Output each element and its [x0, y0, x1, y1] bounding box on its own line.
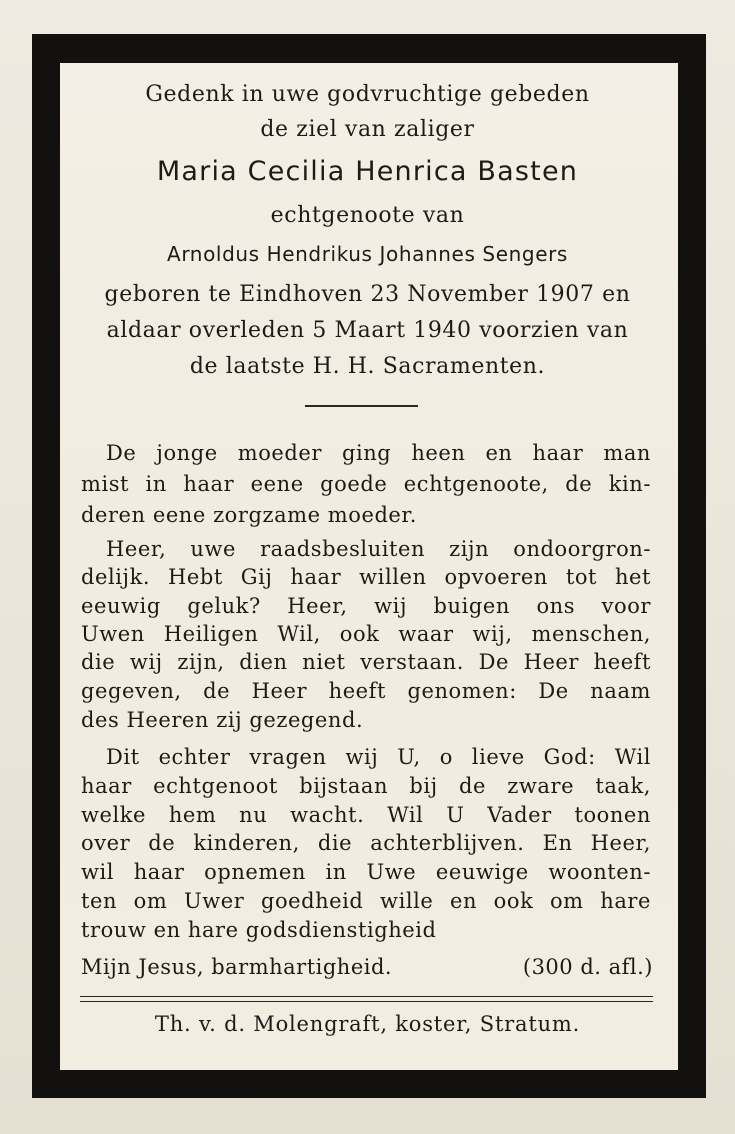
paragraph-line: De jonge moeder ging heen en haar man	[106, 441, 651, 465]
paragraph-line: Dit echter vragen wij U, o lieve God: Wil	[106, 745, 651, 769]
footer-double-rule	[80, 996, 653, 1002]
paragraph-line: ten om Uwer goedheid wille en ook om hare	[81, 889, 651, 913]
birth-line: geboren te Eindhoven 23 November 1907 en	[104, 282, 631, 307]
prayer-row	[81, 955, 653, 979]
paragraph-line: eeuwig geluk? Heer, wij buigen ons voor	[81, 594, 651, 618]
intro-line-2: de ziel van zaliger	[260, 117, 475, 142]
paragraph-line: over de kinderen, die achterblijven. En Heer,	[81, 831, 651, 855]
ejaculatory-prayer: Mijn Jesus, barmhartigheid.	[81, 955, 393, 979]
paragraph-line: Heer, uwe raadsbesluiten zijn ondoorgron-	[106, 537, 651, 561]
paragraph-line: welke hem nu wacht. Wil U Vader toonen	[81, 803, 651, 827]
divider-rule	[305, 405, 418, 407]
paragraph-line: wil haar opnemen in Uwe eeuwige woonten-	[81, 860, 651, 884]
death-line: aldaar overleden 5 Maart 1940 voorzien van	[106, 318, 629, 343]
paragraph-line: delijk. Hebt Gij haar willen opvoeren tot het	[81, 565, 651, 589]
sacrament-line: de laatste H. H. Sacramenten.	[189, 354, 546, 379]
indulgence-note: (300 d. afl.)	[522, 955, 653, 979]
paragraph-line: deren eene zorgzame moeder.	[81, 503, 417, 527]
printer-credit: Th. v. d. Molengraft, koster, Stratum.	[154, 1012, 581, 1036]
husband-name: Arnoldus Hendrikus Johannes Sengers	[167, 242, 568, 266]
paragraph-line: trouw en hare godsdienstigheid	[81, 918, 437, 942]
paragraph-line: mist in haar eene goede echtgenoote, de kin-	[81, 472, 651, 496]
paragraph-line: haar echtgenoot bijstaan bij de zware taak,	[81, 774, 651, 798]
paragraph-line: gegeven, de Heer heeft genomen: De naam	[81, 679, 651, 703]
deceased-name: Maria Cecilia Henrica Basten	[156, 156, 579, 187]
paragraph-line: Uwen Heiligen Wil, ook waar wij, menschen,	[81, 622, 651, 646]
relation-line: echtgenoote van	[270, 203, 465, 228]
paragraph-line: des Heeren zij gezegend.	[81, 708, 364, 732]
paragraph-line: die wij zijn, dien niet verstaan. De Heer heeft	[81, 650, 651, 674]
intro-line-1: Gedenk in uwe godvruchtige gebeden	[145, 82, 590, 107]
